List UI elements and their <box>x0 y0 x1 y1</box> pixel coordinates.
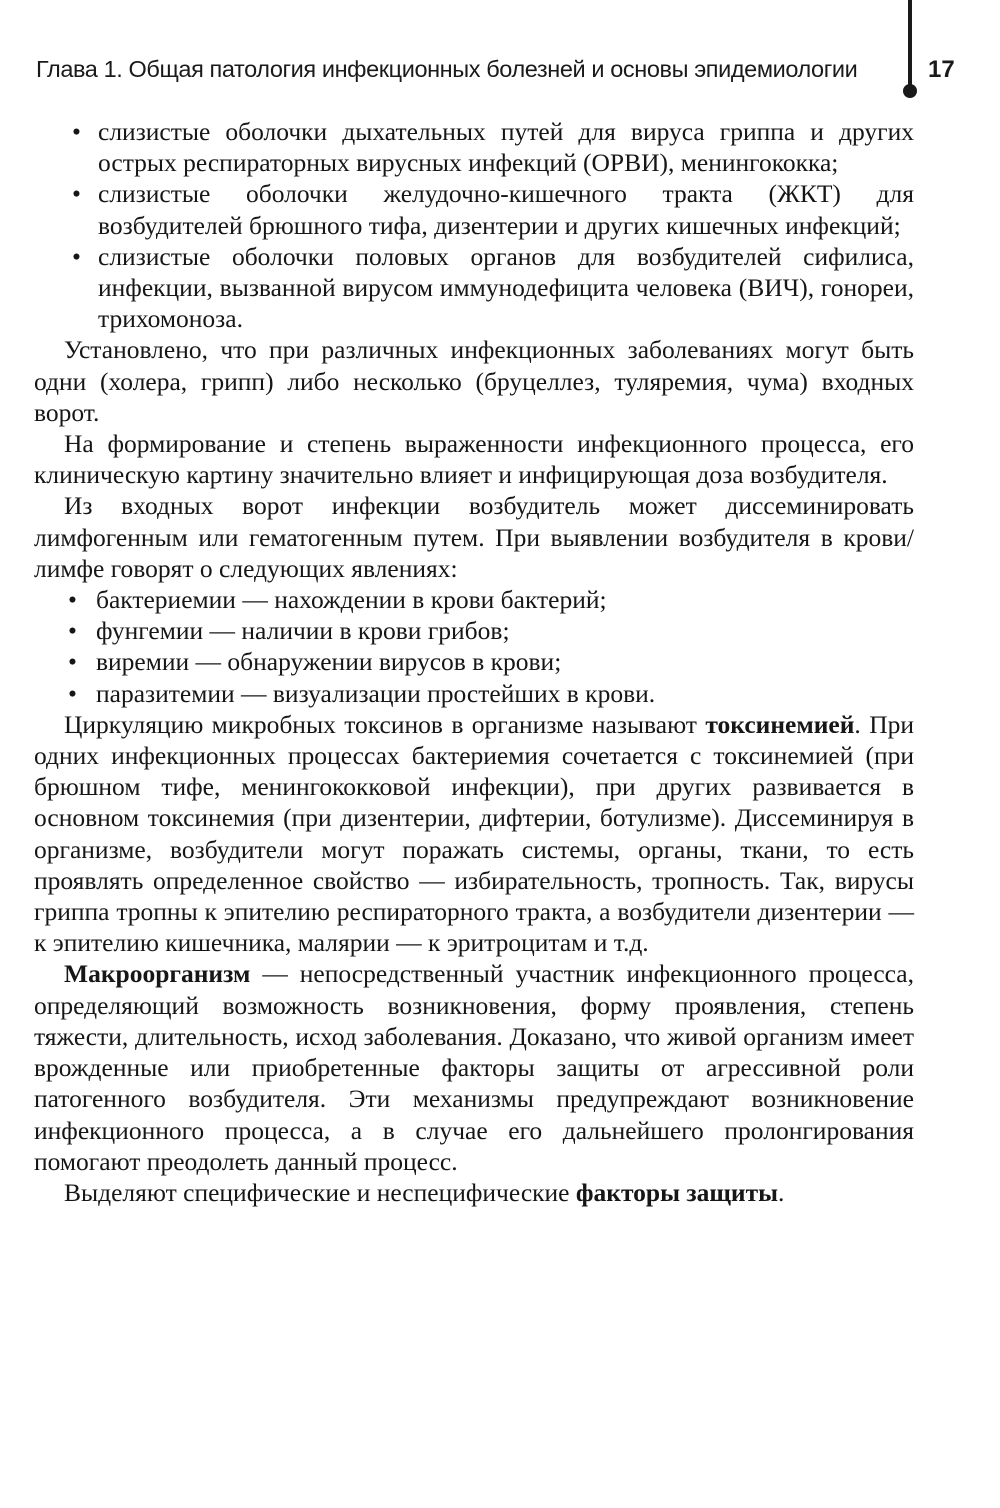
list-item: • слизистые оболочки дыхательных путей для вируса гриппа и других острых респираторных вирусных инфекций (ОРВИ), менингококка; <box>34 116 914 178</box>
entry-gates-list <box>34 116 914 334</box>
header-rule-dot <box>903 84 917 98</box>
list-item: • фунгемии — наличии в крови грибов; <box>34 615 914 646</box>
paragraph: Из входных ворот инфекции возбудитель может диссеминировать лимфогенным или гематогенным путем. При выявлении возбудителя в крови/лимфе говорят о следующих явлениях: <box>34 491 914 583</box>
list-item: • слизистые оболочки желудочно-кишечного тракта (ЖКТ) для возбудителей брюшного тифа, дизентерии и других кишечных инфекций; <box>34 178 914 240</box>
page-number: 17 <box>928 56 955 83</box>
paragraph <box>34 958 914 1176</box>
paragraph-text: Выделяют специфические и неспецифические <box>64 1177 576 1207</box>
term-macroorganism: Макроорганизм <box>64 959 251 989</box>
header-vertical-rule <box>908 0 912 92</box>
blood-phenomena-list <box>34 584 914 709</box>
list-item: • паразитемии — визуализации простейших в крови. <box>34 678 914 709</box>
paragraph <box>34 709 914 959</box>
paragraph: Установлено, что при различных инфекционных заболеваниях могут быть одни (холера, грипп) либо несколько (бруцеллез, туляремия, чума) входных ворот. <box>34 335 914 427</box>
list-item: • слизистые оболочки половых органов для возбудителей сифилиса, инфекции, вызванной вирусом иммунодефицита человека (ВИЧ), гонореи, трихомоноза. <box>34 241 914 335</box>
page-body <box>34 116 914 1208</box>
running-title: Глава 1. Общая патология инфекционных болезней и основы эпидемиологии <box>36 56 858 82</box>
paragraph-text: — непосредственный участник инфекционного процесса, определяющий возможность возникновения, форму проявления, степень тяжести, длительность, исход заболевания. Доказано, что живой организм имеет врожденные или приобретенные факторы защиты от агрессивной роли патогенного возбудителя. Эти механизмы предупреждают возникновение инфекционного процесса, а в случае его дальнейшего пролонгирования помогают преодолеть данный процесс. <box>34 959 914 1176</box>
list-item: • виремии — обнаружении вирусов в крови; <box>34 646 914 677</box>
paragraph-text: . <box>778 1177 785 1207</box>
paragraph <box>34 1177 914 1208</box>
term-toxinemia: токсинемией <box>705 709 855 739</box>
paragraph-text: . При одних инфекционных процессах бактериемия сочетается с токсинемией (при брюшном тифе, менингококковой инфекции), при других развивается в основном токсинемия (при дизентерии, дифтерии, ботулизме). Диссеминируя в организме, возбудители могут поражать системы, органы, ткани, то есть проявлять определенное свойство — избирательность, тропность. Так, вирусы гриппа тропны к эпителию респираторного тракта, а возбудители дизентерии — к эпителию кишечника, малярии — к эритроцитам и т.д. <box>34 709 914 958</box>
list-item: • бактериемии — нахождении в крови бактерий; <box>34 584 914 615</box>
term-protection-factors: факторы защиты <box>575 1177 779 1207</box>
paragraph-text: Циркуляцию микробных токсинов в организме называют <box>64 709 706 739</box>
paragraph: На формирование и степень выраженности инфекционного процесса, его клиническую картину значительно влияет и инфицирующая доза возбудителя. <box>34 429 914 490</box>
